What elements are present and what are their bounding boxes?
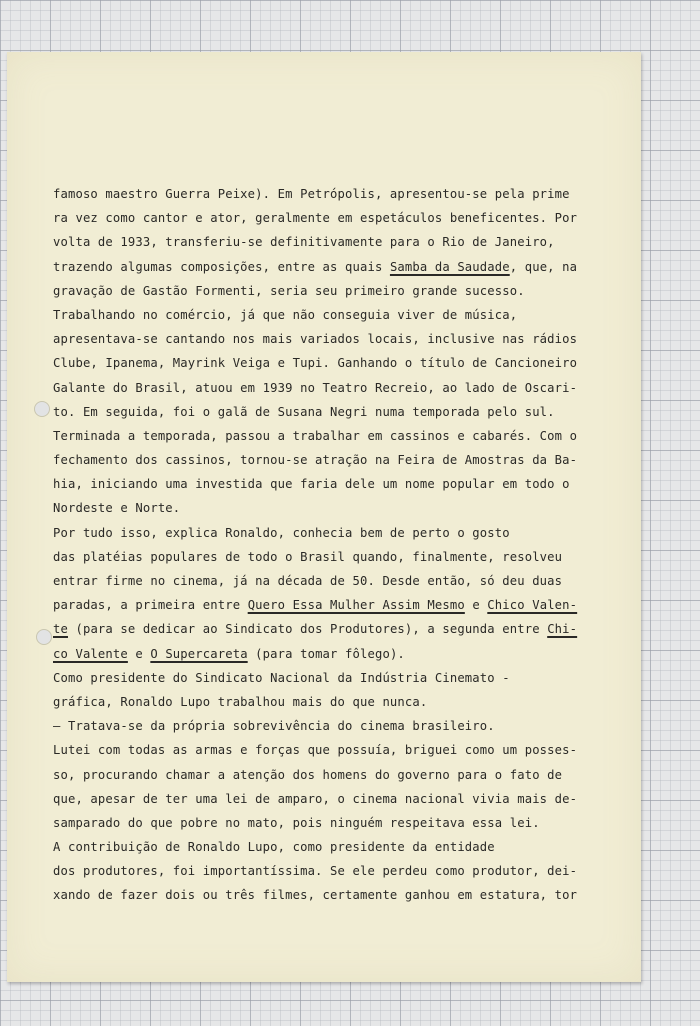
text-segment: que, apesar de ter uma lei de amparo, o cinema nacional vivia mais de- [53,791,578,806]
text-line [53,545,593,569]
text-line [53,206,593,230]
text-segment: (para tomar fôlego). [247,646,405,661]
text-segment: samparado do que pobre no mato, pois ninguém respeitava essa lei. [53,815,540,830]
punch-hole-bottom [36,629,52,645]
text-line [53,835,593,859]
text-line [53,376,593,400]
text-segment: volta de 1933, transferiu-se definitivamente para o Rio de Janeiro, [53,235,555,250]
text-segment: Trabalhando no comércio, já que não conseguia viver de música, [53,307,518,322]
text-segment: Clube, Ipanema, Mayrink Veiga e Tupi. Ganhando o título de Cancioneiro [53,356,578,371]
underlined-title: Samba da Saudade [389,259,510,274]
text-segment: Terminada a temporada, passou a trabalhar em cassinos e cabarés. Com o [53,428,578,443]
text-segment: Nordeste e Norte. [53,501,181,516]
text-segment: A contribuição de Ronaldo Lupo, como presidente da entidade [53,840,495,855]
text-line [53,424,593,448]
text-segment: xando de fazer dois ou três filmes, certamente ganhou em estatura, tor [53,888,578,903]
text-line [53,230,593,254]
text-segment: paradas, a primeira entre [53,598,248,613]
text-segment: Como presidente do Sindicato Nacional da Indústria Cinemato - [53,670,510,685]
text-segment: ra vez como cantor e ator, geralmente em espetáculos beneficentes. Por [53,211,578,226]
underlined-title: te [53,622,68,637]
text-segment: , que, na [509,259,578,274]
text-line [53,327,593,351]
text-segment: fechamento dos cassinos, tornou-se atração na Feira de Amostras da Ba- [53,453,578,468]
text-line [53,496,593,520]
text-line [53,666,593,690]
text-line [53,738,593,762]
text-line [53,400,593,424]
text-line [53,569,593,593]
text-segment: so, procurando chamar a atenção dos homens do governo para o fato de [53,767,563,782]
text-segment: — Tratava-se da própria sobrevivência do cinema brasileiro. [53,719,495,734]
text-line [53,279,593,303]
text-line [53,883,593,907]
text-line [53,617,593,641]
underlined-title: O Supercareta [150,646,248,661]
document-body [53,182,593,908]
text-line [53,859,593,883]
text-segment: Galante do Brasil, atuou em 1939 no Teatro Recreio, ao lado de Oscari- [53,380,578,395]
text-line [53,255,593,279]
text-segment: e [127,646,151,661]
text-line [53,593,593,617]
underlined-title: Quero Essa Mulher Assim Mesmo [247,598,465,613]
text-segment: gravação de Gastão Formenti, seria seu primeiro grande sucesso. [53,283,525,298]
text-segment: trazendo algumas composições, entre as quais [53,259,390,274]
text-segment: Lutei com todas as armas e forças que possuía, briguei como um posses- [53,743,578,758]
underlined-title: co Valente [53,646,128,661]
text-line [53,787,593,811]
underlined-title: Chi- [547,622,578,637]
text-segment: entrar firme no cinema, já na década de 50. Desde então, só deu duas [53,574,563,588]
text-line [53,763,593,787]
text-segment: e [464,598,488,613]
text-line [53,521,593,545]
text-line [53,351,593,375]
text-line [53,714,593,738]
text-segment: famoso maestro Guerra Peixe). Em Petrópolis, apresentou-se pela prime [53,187,570,201]
text-segment: (para se dedicar ao Sindicato dos Produtores), a segunda entre [67,622,548,637]
text-line [53,182,593,206]
text-segment: dos produtores, foi importantíssima. Se ele perdeu como produtor, dei- [53,864,578,879]
text-line [53,303,593,327]
text-segment: Por tudo isso, explica Ronaldo, conhecia bem de perto o gosto [53,525,510,540]
text-line [53,690,593,714]
text-line [53,642,593,666]
text-segment: hia, iniciando uma investida que faria dele um nome popular em todo o [53,477,570,492]
text-segment: apresentava-se cantando nos mais variados locais, inclusive nas rádios [53,332,578,347]
punch-hole-top [34,401,50,417]
underlined-title: Chico Valen- [487,598,578,613]
text-line [53,811,593,835]
text-segment: gráfica, Ronaldo Lupo trabalhou mais do que nunca. [53,694,428,709]
text-line [53,448,593,472]
text-line [53,472,593,496]
text-segment: das platéias populares de todo o Brasil quando, finalmente, resolveu [53,549,563,564]
text-segment: to. Em seguida, foi o galã de Susana Negri numa temporada pelo sul. [53,404,555,419]
